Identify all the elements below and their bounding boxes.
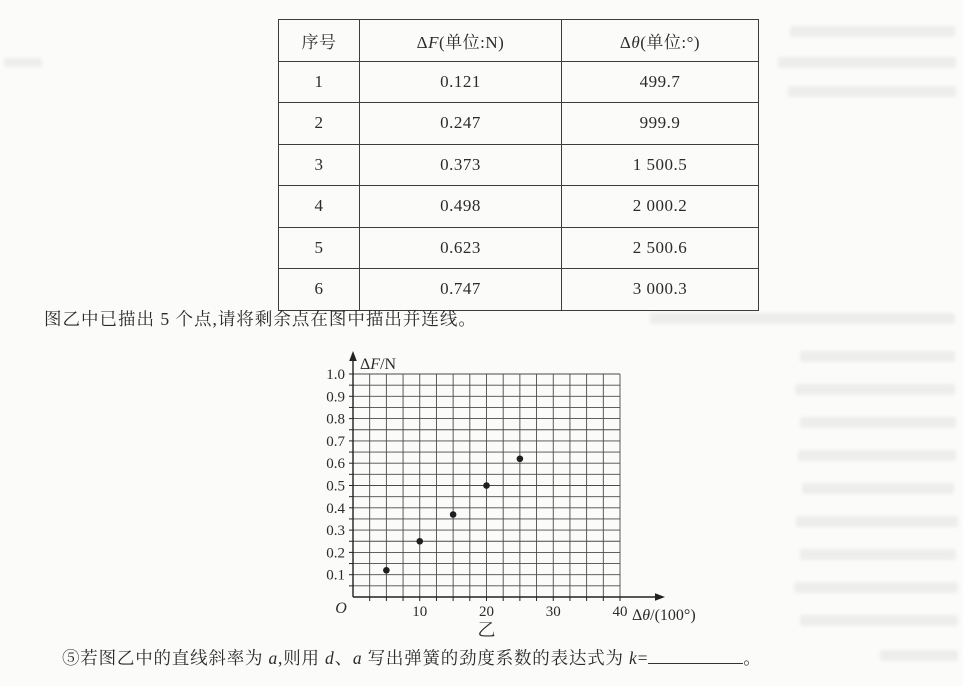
variable-k: k	[629, 648, 638, 668]
y-tick-label: 0.3	[326, 523, 345, 540]
variable-a: a	[268, 648, 279, 668]
table-row	[279, 227, 759, 269]
cell-no: 6	[279, 269, 360, 311]
table-row	[279, 186, 759, 228]
col-header-delta-theta: Δθ(单位:°)	[562, 20, 759, 62]
cell-delta-theta: 499.7	[562, 61, 759, 103]
bleedthrough-smudge	[795, 384, 955, 395]
cell-delta-theta: 999.9	[562, 103, 759, 145]
cell-delta-theta: 3 000.3	[562, 269, 759, 311]
cell-delta-theta: 1 500.5	[562, 144, 759, 186]
y-tick-label: 0.6	[326, 456, 345, 473]
x-axis-title: Δθ/(100°)	[632, 607, 696, 624]
table-row	[279, 103, 759, 145]
cell-no: 4	[279, 186, 360, 228]
cell-delta-f: 0.747	[360, 269, 562, 311]
graph-caption: 乙	[477, 620, 497, 640]
data-table	[278, 19, 759, 311]
bleedthrough-smudge	[802, 483, 954, 494]
plot-instruction-text: 图乙中已描出 5 个点,请将剩余点在图中描出并连线。	[44, 309, 477, 329]
x-tick-label: 20	[479, 604, 494, 620]
bleedthrough-smudge	[880, 650, 958, 661]
x-tick-label: 40	[612, 604, 628, 620]
y-tick-label: 0.1	[326, 567, 345, 584]
cell-delta-f: 0.498	[360, 186, 562, 228]
table-row	[279, 61, 759, 103]
bleedthrough-smudge	[788, 86, 956, 97]
cell-no: 2	[279, 103, 360, 145]
cell-delta-theta: 2 500.6	[562, 227, 759, 269]
cell-delta-theta: 2 000.2	[562, 186, 759, 228]
y-tick-label: 0.7	[326, 433, 345, 450]
data-point	[450, 511, 457, 518]
y-axis-title: ΔF/N	[360, 356, 397, 373]
bleedthrough-smudge	[794, 582, 958, 593]
bleedthrough-smudge	[800, 615, 958, 626]
variable-d: d	[325, 648, 335, 668]
y-tick-label: 0.5	[326, 478, 345, 495]
cell-delta-f: 0.373	[360, 144, 562, 186]
y-tick-label: 1.0	[326, 367, 345, 383]
origin-label: O	[335, 600, 347, 617]
y-tick-label: 0.4	[326, 500, 345, 517]
data-point	[517, 455, 524, 462]
x-tick-label: 10	[412, 604, 428, 620]
bleedthrough-smudge	[800, 351, 955, 362]
cell-delta-f: 0.623	[360, 227, 562, 269]
table-header-row	[279, 20, 759, 62]
variable-a: a	[352, 648, 363, 668]
scatter-graph	[280, 348, 740, 640]
col-header-no: 序号	[279, 20, 360, 62]
data-point	[383, 567, 390, 574]
bleedthrough-smudge	[778, 57, 956, 68]
bleedthrough-smudge	[790, 26, 955, 37]
y-tick-labels	[326, 367, 345, 584]
col-header-delta-f: ΔF(单位:N)	[360, 20, 562, 62]
cell-no: 3	[279, 144, 360, 186]
table-row	[279, 269, 759, 311]
bleedthrough-smudge	[800, 549, 956, 560]
question-text: ⑤若图乙中的直线斜率为 a,则用 d、a 写出弹簧的劲度系数的表达式为 k= 。	[62, 648, 762, 668]
y-tick-label: 0.9	[326, 389, 345, 406]
x-tick-label: 30	[545, 604, 561, 620]
cell-delta-f: 0.121	[360, 61, 562, 103]
y-tick-label: 0.8	[326, 411, 345, 428]
data-point	[416, 538, 423, 545]
answer-blank	[648, 648, 743, 664]
data-point	[483, 482, 490, 489]
bleedthrough-smudge	[650, 313, 955, 324]
cell-delta-f: 0.247	[360, 103, 562, 145]
table-row	[279, 144, 759, 186]
bleedthrough-smudge	[800, 417, 956, 428]
cell-no: 5	[279, 227, 360, 269]
bleedthrough-smudge	[796, 516, 958, 527]
bleedthrough-smudge	[798, 450, 956, 461]
bleedthrough-smudge	[4, 58, 42, 67]
y-tick-label: 0.2	[326, 545, 345, 562]
x-axis-arrow-icon	[655, 593, 665, 600]
y-axis-arrow-icon	[349, 351, 357, 361]
x-tick-labels	[412, 604, 627, 620]
cell-no: 1	[279, 61, 360, 103]
